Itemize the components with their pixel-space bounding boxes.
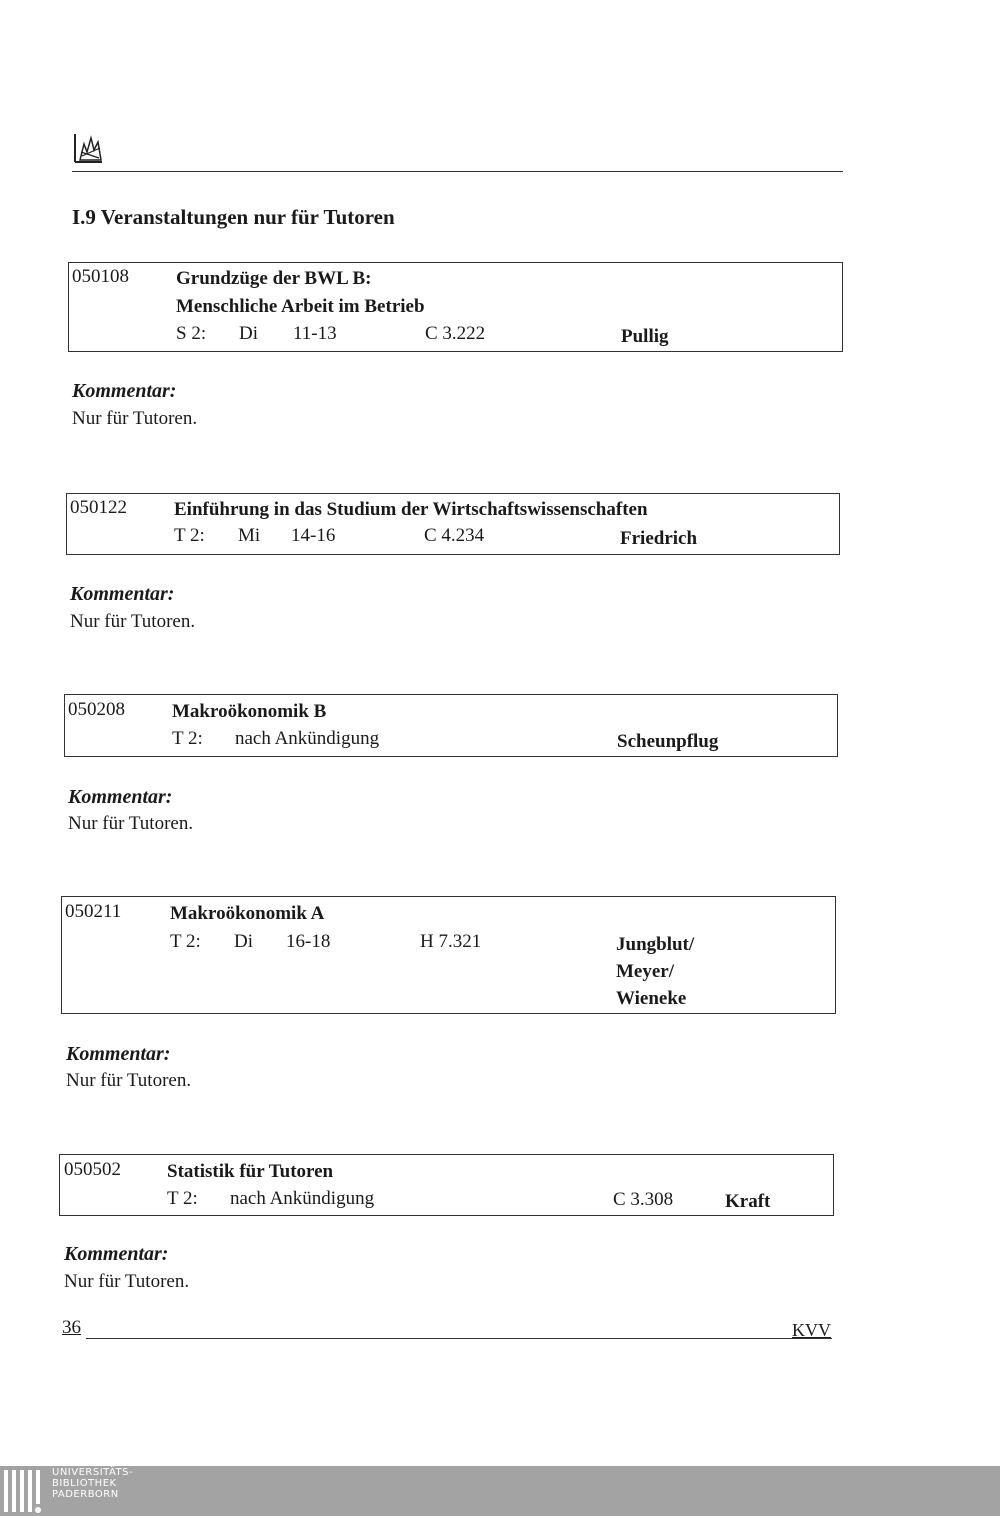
course-title-line1: Einführung in das Studium der Wirtschaftswissenschaften [174,499,648,520]
crest-logo-icon [72,130,104,166]
library-line: UNIVERSITÄTS- [52,1467,134,1478]
course-title-line1: Grundzüge der BWL B: [176,268,372,289]
footer-rule [86,1338,832,1339]
course-title-line1: Makroökonomik A [170,903,325,924]
library-name [52,1467,133,1500]
course-box-050108 [68,262,843,352]
course-id: 050208 [68,699,125,720]
comment-text: Nur für Tutoren. [72,408,198,429]
course-type: T 2: [170,931,201,952]
comment-label: Kommentar: [64,1243,169,1265]
comment-text: Nur für Tutoren. [68,813,194,834]
header-rule [72,171,843,172]
course-day: Mi [238,525,261,546]
course-room: C 3.308 [613,1189,674,1210]
comment-text: Nur für Tutoren. [66,1070,192,1091]
course-lecturer: Scheunpflug [617,731,719,752]
page-number: 36 [62,1317,81,1338]
course-time: 16-18 [286,931,331,952]
comment-label: Kommentar: [70,583,175,605]
section-title: I.9 Veranstaltungen nur für Tutoren [72,205,395,229]
course-box-050502 [59,1154,834,1216]
course-id: 050108 [72,266,129,287]
course-room: C 4.234 [424,525,485,546]
course-day: Di [234,931,253,952]
course-lecturer: Jungblut/ [616,934,695,955]
comment-text: Nur für Tutoren. [64,1271,190,1292]
comment-text: Nur für Tutoren. [70,611,196,632]
library-line: PADERBORN [52,1489,119,1500]
course-title-line1: Statistik für Tutoren [167,1161,334,1182]
course-lecturer: Kraft [725,1191,771,1212]
course-type: S 2: [176,323,207,344]
course-box-050208 [64,694,838,757]
course-room: H 7.321 [420,931,482,952]
course-title-line1: Makroökonomik B [172,701,327,722]
course-id: 050122 [70,497,127,518]
course-type: T 2: [167,1188,198,1209]
library-bar [0,1466,1000,1516]
course-lecturer: Pullig [621,326,669,347]
course-id: 050211 [65,901,122,922]
course-lecturer: Wieneke [616,988,687,1009]
course-schedule: nach Ankündigung [230,1188,375,1209]
course-id: 050502 [64,1159,121,1180]
course-box-050211 [61,896,836,1014]
course-time: 11-13 [293,323,337,344]
course-time: 14-16 [291,525,336,546]
library-line: BIBLIOTHEK [52,1478,117,1489]
comment-label: Kommentar: [68,786,173,808]
comment-label: Kommentar: [72,380,177,402]
course-room: C 3.222 [425,323,486,344]
course-title-line2: Menschliche Arbeit im Betrieb [176,296,425,317]
library-logo-icon [4,1468,44,1514]
course-day: Di [239,323,258,344]
course-box-050122 [66,493,840,555]
course-lecturer: Meyer/ [616,961,675,982]
course-schedule: nach Ankündigung [235,728,380,749]
comment-label: Kommentar: [66,1043,171,1065]
course-type: T 2: [172,728,203,749]
course-type: T 2: [174,525,205,546]
footer-label: KVV [792,1320,831,1340]
course-lecturer: Friedrich [620,528,698,549]
